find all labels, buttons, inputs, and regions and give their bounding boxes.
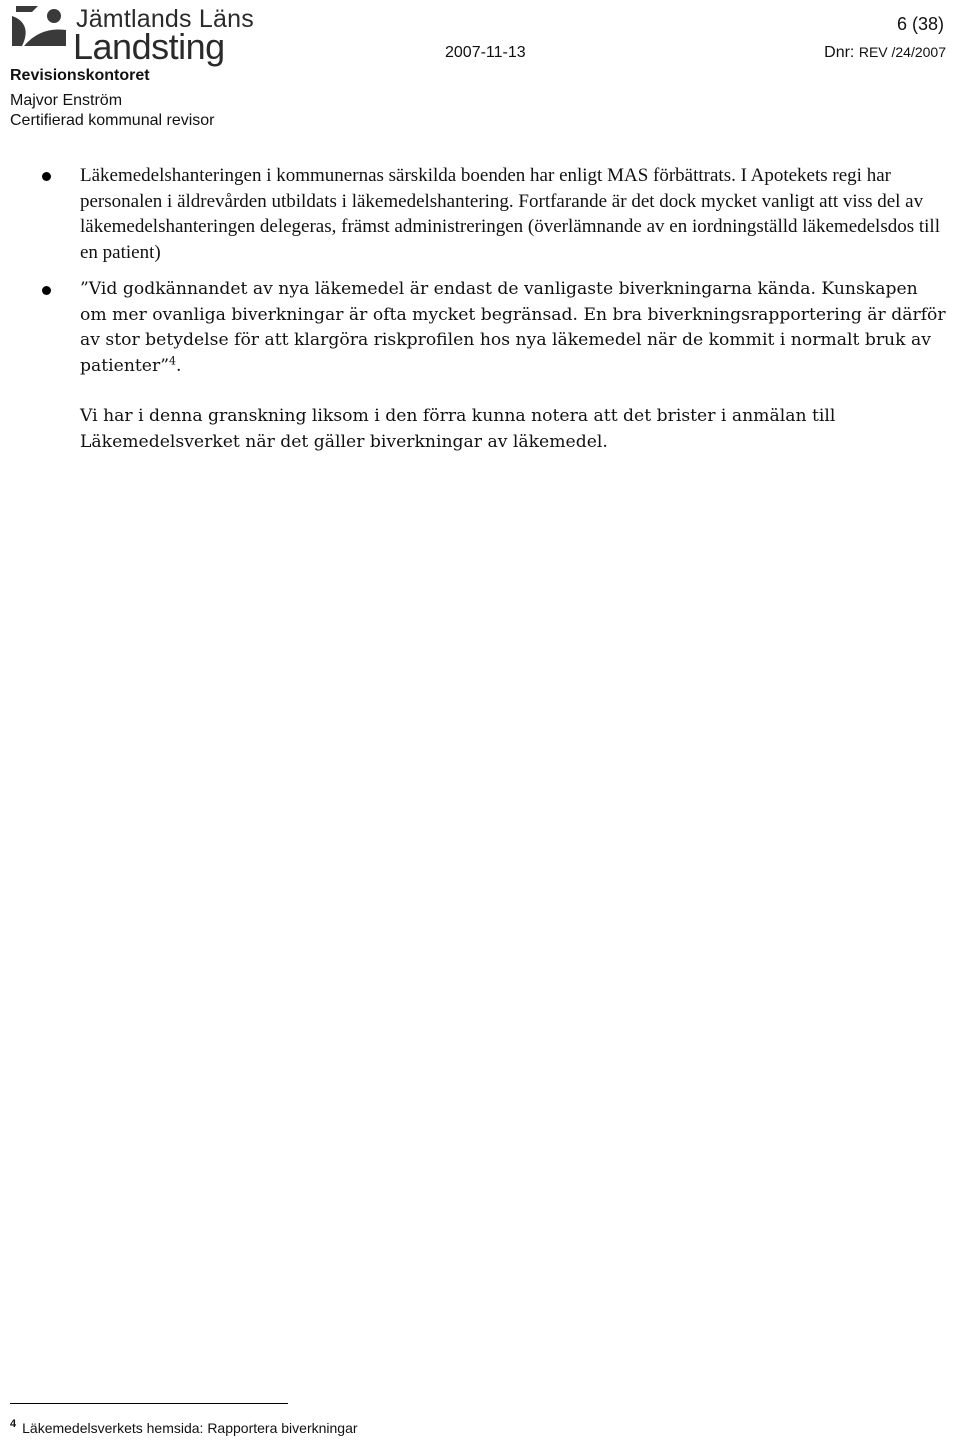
footnote-number: 4 [10,1418,17,1430]
landsting-logo-icon [10,2,70,60]
bullet-suffix: . [175,355,182,376]
bullet-list [0,163,960,379]
bullet-icon [42,172,51,181]
body-paragraph: Vi har i denna granskning liksom i den förra kunna notera att det brister i anmälan till Läkemedelsverket när det gäller biverkningar av läkemedel. [80,406,836,452]
logo-text-line2: Landsting [73,26,225,67]
page-number: 6 (38) [896,14,944,34]
bullet-icon [42,286,51,295]
landsting-logo [10,2,254,67]
footnote-text: Läkemedelsverkets hemsida: Rapportera biverkningar [22,1420,358,1436]
dnr-value: REV /24/2007 [858,44,946,60]
list-item [0,163,948,265]
footnote-reference[interactable]: 4 [168,353,176,367]
list-item [0,277,948,379]
footnote [10,1418,358,1436]
document-date: 2007-11-13 [445,44,526,61]
author-name: Majvor Enström [10,92,123,109]
footnote-divider [10,1403,288,1404]
document-number [824,44,946,62]
bullet-text: ”Vid godkännandet av nya läkemedel är endast de vanligaste biverkningarna kända. Kunskapen om mer ovanliga biverkningar är ofta mycket begränsad. En bra biverkningsrapportering är därför av stor betydelse för att klargöra riskprofilen hos nya läkemedel när de kommit i normalt bruk av patienter” [80,279,946,376]
dnr-label: Dnr: [824,44,855,61]
logo-text-line1: Jämtlands Läns [76,5,254,33]
bullet-text: Läkemedelshanteringen i kommunernas särskilda boenden har enligt MAS förbättrats. I Apotekets regi har personalen i äldrevården utbildats i läkemedelshantering. Fortfarande är det dock mycket vanligt att viss del av läkemedelshanteringen delegeras, främst administreringen (överlämnande av en iordningställd läkemedelsdos till en patient) [80,165,940,263]
organization-name: Revisionskontoret [10,67,150,84]
author-title: Certifierad kommunal revisor [10,112,215,129]
